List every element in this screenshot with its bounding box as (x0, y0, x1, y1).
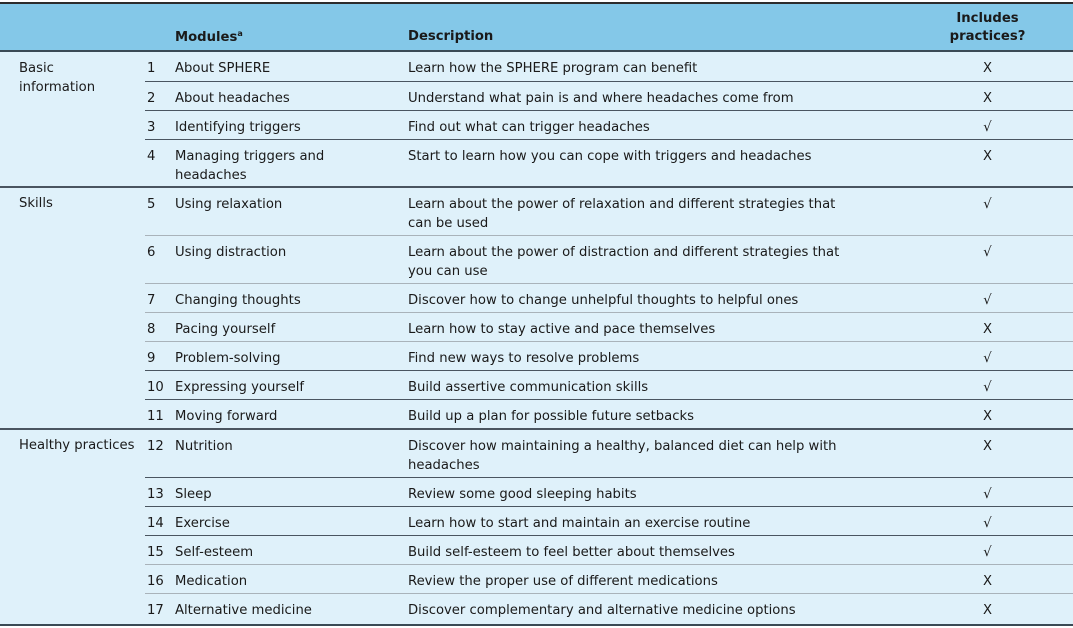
table-row (0, 188, 1073, 236)
table-row (0, 52, 1073, 82)
header-includes-line1: Includes (956, 11, 1019, 26)
practices-mark: √ (983, 516, 992, 531)
module-name: Medication (175, 574, 248, 589)
module-description (408, 195, 858, 233)
practices-mark: √ (983, 380, 992, 395)
table-row (0, 565, 1073, 594)
table-row (0, 594, 1073, 624)
module-description: Find new ways to resolve problems (408, 351, 640, 366)
module-description (408, 437, 858, 475)
table-row (0, 111, 1073, 140)
module-description: Learn how to start and maintain an exercise routine (408, 516, 751, 531)
description-line2: can be used (408, 216, 489, 231)
practices-mark: √ (983, 351, 992, 366)
practices-mark: √ (983, 293, 992, 308)
row-number: 16 (147, 574, 164, 589)
module-name: Using distraction (175, 245, 287, 260)
module-name: Identifying triggers (175, 120, 301, 135)
module-description: Discover complementary and alternative medicine options (408, 603, 796, 618)
row-number: 15 (147, 545, 164, 560)
table-row (0, 430, 1073, 478)
practices-mark: √ (983, 545, 992, 560)
description-line1: Discover how maintaining a healthy, balanced diet can help with (408, 439, 837, 454)
practices-mark: √ (983, 120, 992, 135)
row-number: 14 (147, 516, 164, 531)
group-label-line1: Basic (19, 61, 54, 76)
table-header (0, 4, 1073, 50)
row-number: 4 (147, 149, 156, 164)
module-name: Sleep (175, 487, 212, 502)
module-description: Discover how to change unhelpful thoughts to helpful ones (408, 293, 799, 308)
row-number: 17 (147, 603, 164, 618)
table-row (0, 536, 1073, 565)
module-description: Review some good sleeping habits (408, 487, 637, 502)
module-description: Build assertive communication skills (408, 380, 649, 395)
practices-mark: X (982, 603, 993, 618)
group-skills: Skills (19, 196, 53, 211)
group-label-line2: information (19, 80, 96, 95)
module-name: Nutrition (175, 439, 233, 454)
header-includes-practices (940, 10, 1035, 46)
module-name-line2: headaches (175, 168, 247, 183)
bottom-rule (0, 624, 1073, 626)
practices-mark: X (982, 91, 993, 106)
module-description (408, 243, 858, 281)
table-row (0, 342, 1073, 371)
module-name: Alternative medicine (175, 603, 312, 618)
table-row (0, 313, 1073, 342)
module-name-line1: Managing triggers and (175, 149, 325, 164)
table-row (0, 82, 1073, 111)
module-name: Expressing yourself (175, 380, 305, 395)
table-row (0, 371, 1073, 400)
row-number: 13 (147, 487, 164, 502)
row-number: 12 (147, 439, 164, 454)
module-name: About headaches (175, 91, 290, 106)
practices-mark: √ (983, 487, 992, 502)
module-name: Moving forward (175, 409, 278, 424)
table-row (0, 400, 1073, 428)
module-name: Exercise (175, 516, 230, 531)
module-description: Learn how the SPHERE program can benefit (408, 61, 698, 76)
footnote-marker: a (237, 29, 243, 38)
module-name: About SPHERE (175, 61, 271, 76)
row-number: 1 (147, 61, 156, 76)
row-number: 10 (147, 380, 164, 395)
practices-mark: X (982, 574, 993, 589)
description-line2: you can use (408, 264, 488, 279)
group-healthy-practices: Healthy practices (19, 438, 135, 453)
table-row (0, 284, 1073, 313)
description-line1: Learn about the power of distraction and different strategies that (408, 245, 840, 260)
practices-mark: X (982, 409, 993, 424)
module-description: Review the proper use of different medications (408, 574, 718, 589)
module-name (175, 147, 395, 185)
module-name: Using relaxation (175, 197, 283, 212)
module-description: Learn how to stay active and pace themselves (408, 322, 716, 337)
module-description: Start to learn how you can cope with triggers and headaches (408, 149, 812, 164)
description-line1: Learn about the power of relaxation and different strategies that (408, 197, 836, 212)
row-number: 9 (147, 351, 156, 366)
row-number: 5 (147, 197, 156, 212)
module-description: Find out what can trigger headaches (408, 120, 650, 135)
header-modules: Modules$^a$ (175, 29, 243, 45)
description-line2: headaches (408, 458, 480, 473)
practices-mark: X (982, 61, 993, 76)
module-name: Changing thoughts (175, 293, 301, 308)
module-name: Problem-solving (175, 351, 281, 366)
table-row (0, 236, 1073, 284)
header-includes-line2: practices? (949, 29, 1026, 44)
module-name: Self-esteem (175, 545, 254, 560)
practices-mark: √ (983, 245, 992, 260)
module-description: Build up a plan for possible future setbacks (408, 409, 694, 424)
row-number: 8 (147, 322, 156, 337)
table-row (0, 140, 1073, 187)
practices-mark: X (982, 149, 993, 164)
row-number: 3 (147, 120, 156, 135)
row-number: 7 (147, 293, 156, 308)
row-number: 6 (147, 245, 156, 260)
row-number: 2 (147, 91, 156, 106)
practices-mark: X (982, 439, 993, 454)
table-row (0, 507, 1073, 536)
practices-mark: X (982, 322, 993, 337)
table-row (0, 478, 1073, 507)
module-description: Understand what pain is and where headaches come from (408, 91, 794, 106)
row-number: 11 (147, 409, 164, 424)
practices-mark: √ (983, 197, 992, 212)
module-name: Pacing yourself (175, 322, 276, 337)
header-description: Description (408, 29, 494, 44)
module-description: Build self-esteem to feel better about themselves (408, 545, 735, 560)
